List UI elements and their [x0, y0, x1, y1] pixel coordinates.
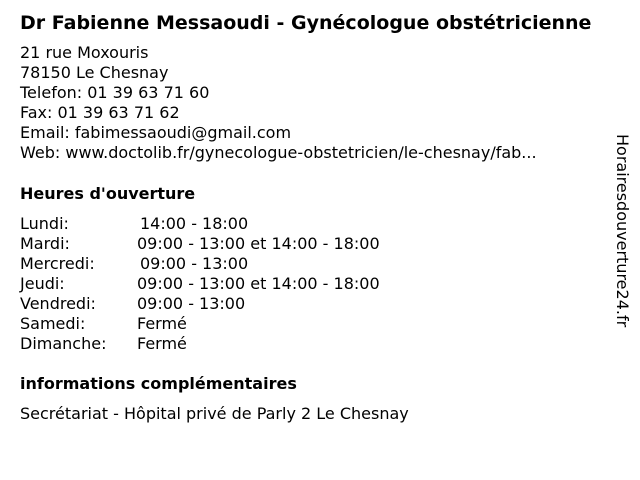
- day-label: Mardi:: [20, 234, 70, 253]
- info-text: Secrétariat - Hôpital privé de Parly 2 Le Chesnay: [20, 404, 409, 423]
- day-label: Lundi:: [20, 214, 69, 233]
- time-value: Fermé: [137, 334, 187, 353]
- time-value: 09:00 - 13:00 et 14:00 - 18:00: [137, 234, 380, 253]
- hours-heading: Heures d'ouverture: [20, 184, 196, 203]
- contact-block: [20, 43, 537, 163]
- day-label: Mercredi:: [20, 254, 95, 273]
- info-heading: informations complémentaires: [20, 374, 297, 393]
- site-watermark: Horairesdouverture24.fr: [613, 134, 632, 328]
- website-link[interactable]: Web: www.doctolib.fr/gynecologue-obstetricien/le-chesnay/fab...: [20, 143, 537, 162]
- street-address: 21 rue Moxouris: [20, 43, 149, 62]
- phone-number[interactable]: Telefon: 01 39 63 71 60: [20, 83, 210, 102]
- email-address[interactable]: Email: fabimessaoudi@gmail.com: [20, 123, 292, 142]
- day-label: Samedi:: [20, 314, 86, 333]
- day-label: Vendredi:: [20, 294, 96, 313]
- time-value: 09:00 - 13:00: [140, 254, 249, 273]
- day-label: Dimanche:: [20, 334, 107, 353]
- time-value: 09:00 - 13:00: [137, 294, 246, 313]
- day-label: Jeudi:: [20, 274, 65, 293]
- fax-number: Fax: 01 39 63 71 62: [20, 103, 180, 122]
- time-value: 09:00 - 13:00 et 14:00 - 18:00: [137, 274, 380, 293]
- time-value: Fermé: [137, 314, 187, 333]
- page-title: Dr Fabienne Messaoudi - Gynécologue obstétricienne: [20, 12, 592, 34]
- city-address: 78150 Le Chesnay: [20, 63, 169, 82]
- time-value: 14:00 - 18:00: [140, 214, 249, 233]
